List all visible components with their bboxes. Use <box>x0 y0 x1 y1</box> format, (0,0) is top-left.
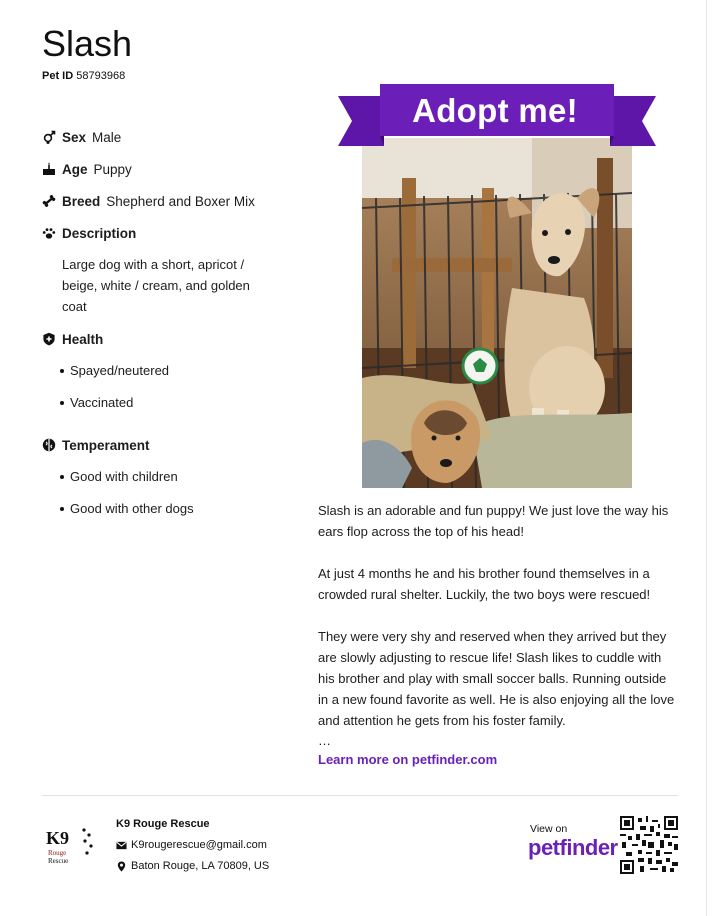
temperament-list <box>60 466 194 530</box>
org-address-text: Baton Rouge, LA 70809, US <box>131 860 270 872</box>
gender-icon <box>42 130 56 144</box>
list-item: Good with children <box>60 466 194 498</box>
sex-label: Sex <box>62 129 87 145</box>
pet-name: Slash <box>42 23 133 64</box>
sex-row <box>42 126 121 148</box>
svg-text:Rouge: Rouge <box>48 849 67 857</box>
temperament-label: Temperament <box>62 437 150 453</box>
health-row <box>42 328 109 350</box>
story-paragraph: At just 4 months he and his brother found themselves in a crowded rural shelter. Luckily, the two boys were rescued! <box>318 566 651 602</box>
org-email-text: K9rougerescue@gmail.com <box>131 839 267 851</box>
list-item: Vaccinated <box>60 392 169 424</box>
description-label: Description <box>62 225 137 241</box>
breed-label: Breed <box>62 193 101 209</box>
petfinder-logo[interactable]: petfinder <box>528 835 618 860</box>
envelope-icon <box>116 840 127 851</box>
pet-photo <box>362 138 632 488</box>
cake-icon <box>42 162 56 176</box>
temperament-row <box>42 434 156 456</box>
view-on-label: View on <box>530 823 568 835</box>
map-pin-icon <box>116 861 127 872</box>
pet-id-value: 58793968 <box>76 70 126 82</box>
bone-icon <box>42 194 56 208</box>
age-value: Puppy <box>93 161 132 177</box>
svg-text:K9: K9 <box>46 828 70 848</box>
story-ellipsis: … <box>318 733 331 748</box>
description-row <box>42 222 142 244</box>
description-text: Large dog with a short, apricot / beige, white / cream, and golden coat <box>62 257 250 314</box>
org-address <box>116 858 269 874</box>
paw-icon <box>42 226 56 240</box>
adopt-banner-text: Adopt me! <box>412 92 578 129</box>
pet-id <box>42 69 125 83</box>
rescue-logo <box>44 826 100 866</box>
learn-more-link[interactable]: Learn more on petfinder.com <box>318 752 498 767</box>
org-name: K9 Rouge Rescue <box>116 818 210 830</box>
shield-icon <box>42 332 56 346</box>
list-item: Spayed/neutered <box>60 360 169 392</box>
svg-text:Rescue: Rescue <box>48 857 69 865</box>
health-label: Health <box>62 331 104 347</box>
pet-story <box>318 500 680 749</box>
brain-icon <box>42 438 56 452</box>
footer-divider <box>42 795 678 796</box>
breed-row <box>42 190 255 212</box>
page-edge-rule <box>706 0 707 916</box>
sex-value: Male <box>92 129 122 145</box>
org-email <box>116 837 267 853</box>
age-row <box>42 158 132 180</box>
story-paragraph: Slash is an adorable and fun puppy! We just love the way his ears flop across the top of his head! <box>318 503 669 539</box>
breed-value: Shepherd and Boxer Mix <box>106 193 255 209</box>
qr-code[interactable] <box>620 816 678 874</box>
list-item: Good with other dogs <box>60 498 194 530</box>
health-list <box>60 360 169 424</box>
age-label: Age <box>62 161 88 177</box>
story-paragraph: They were very shy and reserved when they arrived but they are slowly adjusting to rescue life! Slash likes to cuddle with his brother and play with small soccer balls. Running outside in a new found favorite as well. He is also enjoying all the love and attention he gets from his foster family. <box>318 629 675 728</box>
pet-id-label: Pet ID <box>42 70 74 82</box>
